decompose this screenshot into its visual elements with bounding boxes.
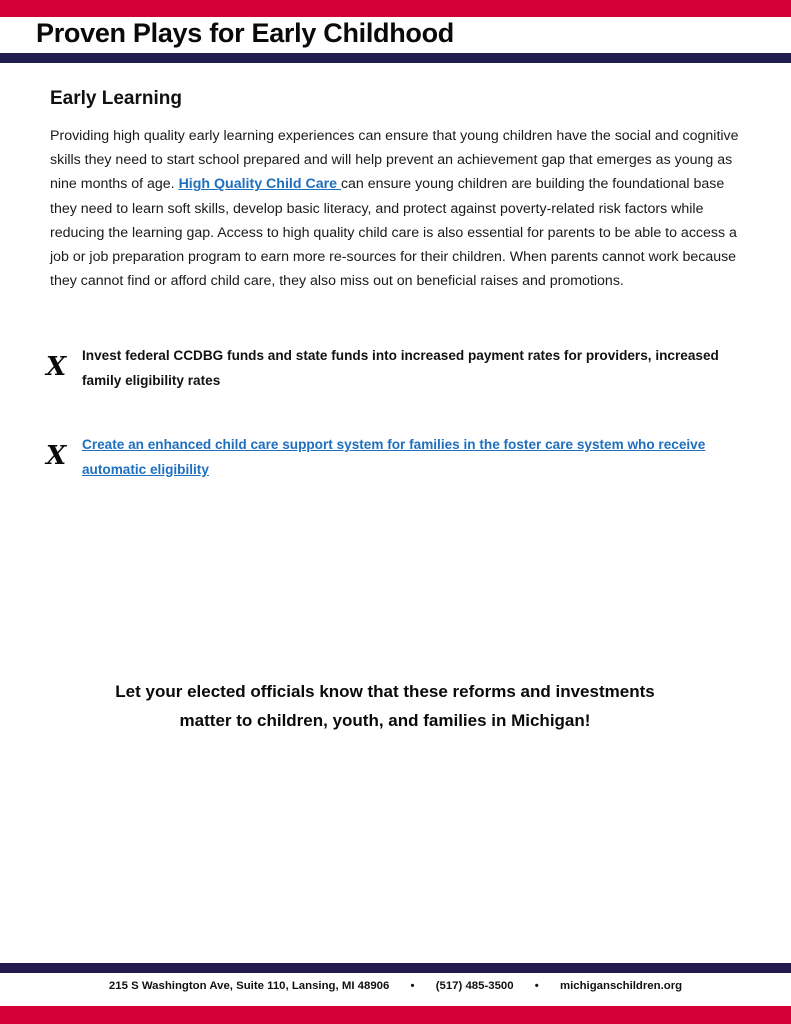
intro-paragraph [50, 124, 745, 293]
intro-text-start: Providing high quality early learning experiences can ensure that young children have the social and cognitive skills they need to start school prepared and will help prevent an achievement gap that emerges as young as nine months of age. [50, 128, 739, 193]
play-text: Invest federal CCDBG funds and state funds into increased payment rates for providers, increased family eligibility rates [82, 348, 719, 388]
x-mark-icon: X [46, 441, 67, 471]
footer-separator: • [534, 980, 539, 992]
page-title: Proven Plays for Early Childhood [36, 18, 454, 48]
cta-line-2: matter to children, youth, and families in Michigan! [179, 711, 591, 730]
high-quality-child-care-link[interactable]: High Quality Child Care [178, 176, 341, 193]
header-red-bar [0, 0, 791, 17]
footer-navy-bar [0, 963, 791, 973]
foster-care-support-link[interactable]: Create an enhanced child care support system for families in the foster care system who receive automatic eligibility [82, 437, 706, 477]
intro-text-end: can ensure young children are building the foundational base they need to learn soft skills, develop basic literacy, and protect against poverty-related risk factors while reducing the learning gap. Access to high quality child care is also essential for parents to be able to access a job or job preparation program to earn more re-sources for their children. When parents cannot work because they cannot find or afford child care, they also miss out on beneficial raises and promotions. [50, 176, 737, 290]
section-heading: Early Learning [50, 88, 182, 109]
call-to-action [60, 677, 710, 735]
header-navy-bar [0, 53, 791, 63]
footer-separator: • [410, 980, 415, 992]
footer-website: michiganschildren.org [559, 980, 683, 992]
footer [0, 980, 791, 992]
cta-line-1: Let your elected officials know that these reforms and investments [115, 682, 655, 701]
footer-address: 215 S Washington Ave, Suite 110, Lansing, MI 48906 [108, 980, 390, 992]
x-mark-icon: X [46, 352, 67, 382]
footer-phone: (517) 485-3500 [435, 980, 514, 992]
footer-red-bar [0, 1006, 791, 1024]
